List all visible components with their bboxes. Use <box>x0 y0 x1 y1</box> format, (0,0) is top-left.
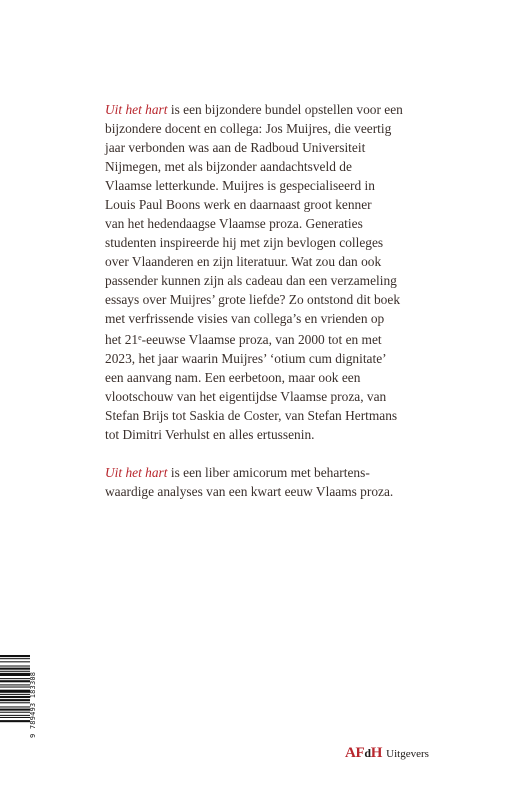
book-title: Uit het hart <box>105 465 168 480</box>
text-line: het 21e-eeuwse Vlaamse proza, van 2000 tot en met <box>105 332 382 347</box>
publisher-logo <box>345 745 429 762</box>
text-line: tot Dimitri Verhulst en alles ertussenin. <box>105 427 315 442</box>
back-cover-blurb <box>105 100 433 501</box>
barcode-bar <box>0 687 30 688</box>
superscript: e <box>138 333 142 342</box>
blurb-paragraph-1 <box>105 100 433 444</box>
barcode-bar <box>0 671 30 672</box>
text-line: studenten inspireerde hij met zijn bevlogen colleges <box>105 235 384 250</box>
blurb-paragraph-2 <box>105 463 433 501</box>
barcode-bar <box>0 702 30 703</box>
barcode-bar <box>0 684 30 685</box>
barcode-bar <box>0 690 30 693</box>
text-line: een aanvang nam. Een eerbetoon, maar ook een <box>105 370 361 385</box>
book-title: Uit het hart <box>105 102 168 117</box>
text-line: essays over Muijres’ grote liefde? Zo ontstond dit boek <box>105 292 401 307</box>
text-line: met verfrissende visies van collega’s en vrienden op <box>105 311 385 326</box>
barcode-bar <box>0 699 30 701</box>
isbn-barcode <box>0 655 30 752</box>
publisher-name: Uitgevers <box>386 748 429 760</box>
barcode-bar <box>0 661 30 662</box>
barcode-bar <box>0 709 30 711</box>
barcode-bar <box>0 715 30 716</box>
text-line: passender kunnen zijn als cadeau dan een verzameling <box>105 273 397 288</box>
text-line: Nijmegen, met als bijzonder aandachtsveld de <box>105 159 352 174</box>
text-line: vlootschouw van het eigentijdse Vlaamse proza, van <box>105 389 387 404</box>
barcode-bar <box>0 712 30 713</box>
text-line: Louis Paul Boons werk en daarnaast groot kenner <box>105 197 372 212</box>
text-line: Vlaamse letterkunde. Muijres is gespecialiseerd in <box>105 178 375 193</box>
publisher-mark: AFdH <box>345 745 383 761</box>
text-line: jaar verbonden was aan de Radboud Universiteit <box>105 140 366 155</box>
text-line: 2023, het jaar waarin Muijres’ ‘otium cum dignitate’ <box>105 351 387 366</box>
barcode-bar <box>0 696 30 698</box>
text-line: van het hedendaagse Vlaamse proza. Generaties <box>105 216 363 231</box>
barcode-bar <box>0 668 30 670</box>
barcode-bar <box>0 706 30 707</box>
barcode-bar <box>0 694 30 695</box>
text-line: Stefan Brijs tot Saskia de Coster, van Stefan Hertmans <box>105 408 398 423</box>
barcode-bar <box>0 666 30 667</box>
barcode-bar <box>0 673 30 676</box>
isbn-digits: 9 789493 183308 <box>29 671 37 739</box>
barcode-bar <box>0 655 30 657</box>
text-line: Uit het hart is een liber amicorum met behartens- <box>105 465 370 480</box>
barcode-bar <box>0 658 30 659</box>
barcode-bar <box>0 717 30 718</box>
barcode-bar <box>0 720 30 722</box>
text-line: Uit het hart is een bijzondere bundel opstellen voor een <box>105 102 403 117</box>
text-line: waardige analyses van een kwart eeuw Vlaams proza. <box>105 484 394 499</box>
barcode-bar <box>0 678 30 679</box>
barcode-bar <box>0 680 30 682</box>
text-line: over Vlaanderen en zijn literatuur. Wat zou dan ook <box>105 254 382 269</box>
text-line: bijzondere docent en collega: Jos Muijres, die veertig <box>105 121 392 136</box>
